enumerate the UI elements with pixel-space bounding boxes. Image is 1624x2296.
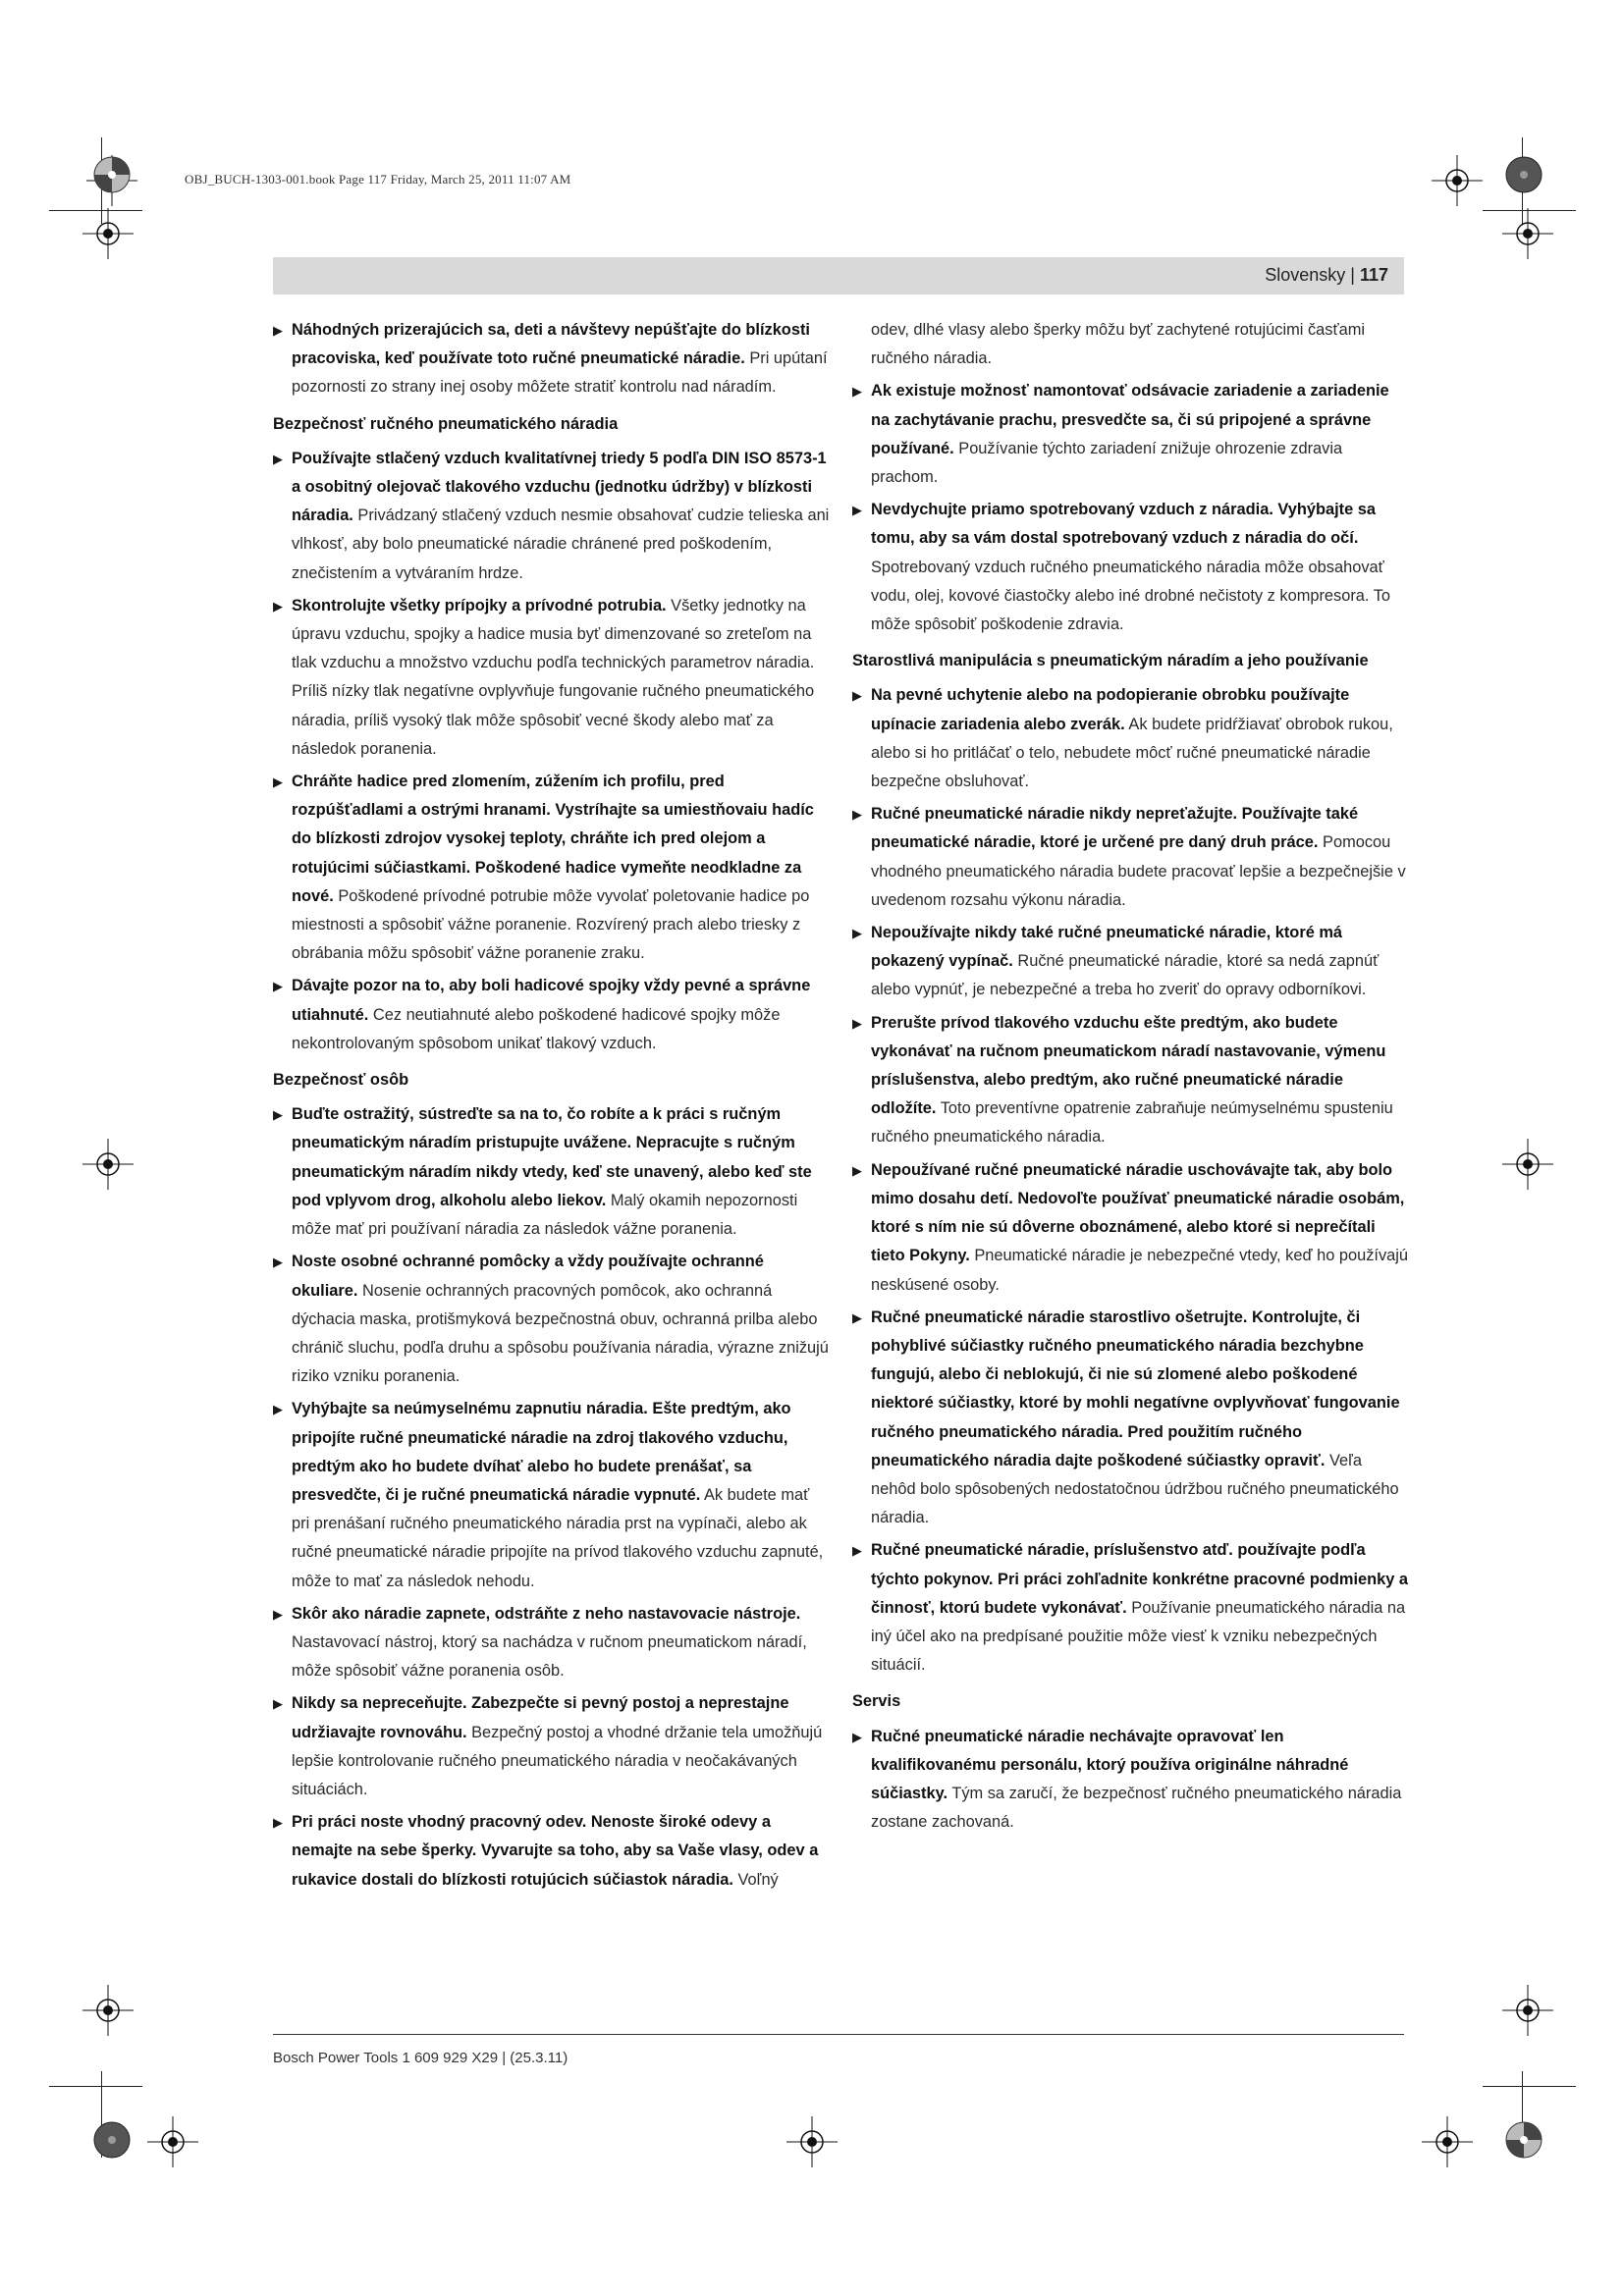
list-item: [273, 1689, 831, 1804]
bullet-arrow-icon: ▶: [273, 451, 283, 466]
footer-rule: [273, 2034, 1404, 2035]
list-item: [273, 445, 831, 588]
item-text: Používanie týchto zariadení znižuje ohrozenie zdravia prachom.: [871, 439, 1343, 487]
page-header-bar: [273, 257, 1404, 294]
registration-target-icon: [1422, 2116, 1473, 2167]
page-footer: Bosch Power Tools 1 609 929 X29 | (25.3.11): [273, 2050, 568, 2066]
list-item: [852, 919, 1410, 1005]
item-text: Cez neutiahnuté alebo poškodené hadicové spojky môže nekontrolovaným spôsobom unikať tlakový vzduch.: [292, 1005, 781, 1052]
item-text: Toto preventívne opatrenie zabraňuje neúmyselnému spusteniu ručného pneumatického náradia.: [871, 1099, 1393, 1147]
crop-line: [1483, 2086, 1576, 2087]
item-text: Používanie pneumatického náradia na iný účel ako na predpísané použitie môže viesť k vzniku nebezpečných situácií.: [871, 1598, 1406, 1675]
list-item: [273, 768, 831, 968]
item-text: Všetky jednotky na úpravu vzduchu, spojky a hadice musia byť dimenzované so zreteľom na tlak vzduchu a množstvo vzduchu podľa technických parametrov náradia. Príliš nízky tlak negatívne ovplyvňuje fungovanie ručného pneumatického náradia, príliš vysoký tlak môže spôsobiť vecné škody alebo mať za následok poranenia.: [292, 596, 815, 758]
item-text: Privádzaný stlačený vzduch nesmie obsahovať cudzie telieska ani vlhkosť, aby bolo pneumatické náradie chránené pred poškodením, znečistením a vytváraním hrdze.: [292, 507, 830, 582]
continued-paragraph: odev, dlhé vlasy alebo šperky môžu byť zachytené rotujúcimi časťami ručného náradia.: [871, 321, 1366, 368]
item-bold: Skontrolujte všetky prípojky a prívodné potrubia.: [292, 596, 667, 614]
item-text: Bezpečný postoj a vhodné držanie tela umožňujú lepšie kontrolovanie ručného pneumatického náradia v neočakávaných situáciách.: [292, 1723, 823, 1798]
bullet-arrow-icon: ▶: [273, 1815, 283, 1831]
list-item: [852, 1536, 1410, 1680]
list-item: [852, 1156, 1410, 1300]
item-text: Nastavovací nástroj, ktorý sa nachádza v ručnom pneumatickom náradí, môže spôsobiť vážne poranenia osôb.: [292, 1632, 807, 1681]
item-bold: Na pevné uchytenie alebo na podopieranie obrobku používajte upínacie zariadenia alebo zverák.: [871, 686, 1350, 733]
item-bold: Ručné pneumatické náradie starostlivo ošetrujte. Kontrolujte, či pohyblivé súčiastky ručného pneumatického náradia bezchybne fungujú, alebo či neblokujú, či nie sú zlomené alebo poškodené niektoré súčiastky, ktoré by mohli negatívne ovplyvňovať fungovanie ručného pneumatického náradia. Pred použitím ručného pneumatického náradia dajte poškodené súčiastky opraviť.: [871, 1308, 1400, 1469]
bullet-arrow-icon: ▶: [852, 503, 862, 518]
color-wheel-icon: [92, 155, 132, 194]
item-text: Veľa nehôd bolo spôsobených nedostatočnou údržbou ručného pneumatického náradia.: [871, 1451, 1399, 1527]
bullet-arrow-icon: ▶: [273, 1606, 283, 1622]
bullet-arrow-icon: ▶: [852, 1543, 862, 1559]
bullet-arrow-icon: ▶: [273, 979, 283, 994]
item-text: Pomocou vhodného pneumatického náradia budete pracovať lepšie a bezpečnejšie v uvedenom rozsahu výkonu náradia.: [871, 833, 1406, 909]
list-item: [273, 1395, 831, 1595]
item-bold: Ručné pneumatické náradie, príslušenstvo atď. používajte podľa týchto pokynov. Pri práci zohľadnite konkrétne pracovné podmienky a činnosť, ktorú budete vykonávať.: [871, 1541, 1409, 1617]
color-wheel-icon: [1504, 2120, 1543, 2160]
registration-target-icon: [82, 1985, 134, 2036]
item-text: Ak budete mať pri prenášaní ručného pneumatického náradia prst na vypínači, alebo ak ručné pneumatické náradie pripojíte na prívod tlakového vzduchu zapnuté, môže to mať za následok nehodu.: [292, 1485, 824, 1590]
bullet-arrow-icon: ▶: [852, 1015, 862, 1031]
list-item: [273, 972, 831, 1058]
bullet-arrow-icon: ▶: [273, 1255, 283, 1270]
registration-target-icon: [786, 2116, 838, 2167]
item-bold: Skôr ako náradie zapnete, odstráňte z neho nastavovacie nástroje.: [292, 1604, 801, 1623]
list-item: [852, 1304, 1410, 1533]
bullet-arrow-icon: ▶: [273, 774, 283, 790]
list-item: [273, 1248, 831, 1391]
section-heading: Servis: [852, 1692, 901, 1711]
item-bold: Prerušte prívod tlakového vzduchu ešte predtým, ako budete vykonávať na ručnom pneumatickom náradí nastavovanie, výmenu príslušenstva, alebo predtým, ako ručné pneumatické náradie odložíte.: [871, 1013, 1386, 1118]
item-bold: Chráňte hadice pred zlomením, zúžením ich profilu, pred rozpúšťadlami a ostrými hranami. Vystríhajte sa umiestňovaiu hadíc do blízkosti zdrojov vysokej teploty, chráňte ich pred olejom a rotujúcimi súčiastkami. Poškodené hadice vymeňte neodkladne za nové.: [292, 773, 814, 905]
item-text: Pneumatické náradie je nebezpečné vtedy, keď ho používajú neskúsené osoby.: [871, 1247, 1409, 1294]
item-bold: Náhodných prizerajúcich sa, deti a návštevy nepúšťajte do blízkosti pracoviska, keď používate toto ručné pneumatické náradie.: [292, 321, 810, 368]
item-bold: Buďte ostražitý, sústreďte sa na to, čo robíte a k práci s ručným pneumatickým náradím pristupujte uvážene. Nepracujte s ručným pneumatickým náradím nikdy vtedy, keď ste unavený, alebo keď ste pod vplyvom drog, alkoholu alebo liekov.: [292, 1105, 812, 1209]
list-item: [273, 592, 831, 764]
list-item: [852, 1009, 1410, 1152]
item-bold: Noste osobné ochranné pomôcky a vždy používajte ochranné okuliare.: [292, 1253, 764, 1300]
item-bold: Nikdy sa nepreceňujte. Zabezpečte si pevný postoj a neprestajne udržiavajte rovnováhu.: [292, 1694, 789, 1741]
bullet-arrow-icon: ▶: [852, 688, 862, 704]
list-item: [852, 1723, 1410, 1838]
bullet-arrow-icon: ▶: [852, 384, 862, 400]
registration-target-icon: [1502, 1985, 1553, 2036]
list-item: [852, 496, 1410, 639]
crop-line: [49, 2086, 142, 2087]
list-item: [852, 377, 1410, 492]
item-text: Tým sa zaručí, že bezpečnosť ručného pneumatického náradia zostane zachovaná.: [871, 1784, 1402, 1832]
item-bold: Používajte stlačený vzduch kvalitatívnej triedy 5 podľa DIN ISO 8573-1 a osobitný olejovač tlakového vzduchu (jednotku údržby) v blízkosti náradia.: [292, 449, 827, 525]
item-text: Voľný: [732, 1870, 779, 1889]
item-bold: Ručné pneumatické náradie nikdy nepreťažujte. Používajte také pneumatické náradie, ktoré je určené pre daný druh práce.: [871, 805, 1359, 852]
list-item: [273, 1600, 831, 1686]
item-text: Ručné pneumatické náradie, ktoré sa nedá zapnúť alebo vypnúť, je nebezpečné a treba ho zveriť do opravy odborníkovi.: [871, 952, 1380, 999]
page-number: 117: [1359, 265, 1388, 285]
list-item: [273, 1808, 831, 1895]
registration-target-icon: [1502, 1139, 1553, 1190]
color-wheel-icon: [1504, 155, 1543, 194]
list-item: [273, 316, 831, 402]
right-column: [852, 316, 1410, 1841]
bullet-arrow-icon: ▶: [852, 1162, 862, 1178]
language-label: Slovensky: [1265, 265, 1346, 285]
item-text: Nosenie ochranných pracovných pomôcok, ako ochranná dýchacia maska, protišmyková bezpečnostná obuv, ochranná prilba alebo chránič sluchu, podľa druhu a spôsobu používania náradia, výrazne znižujú riziko vzniku poranenia.: [292, 1281, 829, 1386]
item-bold: Vyhýbajte sa neúmyselnému zapnutiu náradia. Ešte predtým, ako pripojíte ručné pneumatické náradie na zdroj tlakového vzduchu, predtým ako ho budete dvíhať alebo ho budete prenášať, sa presvedčte, či je ručné pneumatická náradie vypnuté.: [292, 1400, 791, 1504]
item-text: Pri upútaní pozornosti zo strany inej osoby môžete stratiť kontrolu nad náradím.: [292, 349, 828, 397]
item-text: Ak budete pridŕžiavať obrobok rukou, alebo si ho pritláčať o telo, nebudete môcť ručné pneumatické náradie bezpečne obsluhovať.: [871, 715, 1393, 791]
section-heading: Starostlivá manipulácia s pneumatickým náradím a jeho používanie: [852, 652, 1369, 670]
page-title: [1265, 265, 1388, 286]
item-bold: Ručné pneumatické náradie nechávajte opravovať len kvalifikovanému personálu, ktorý používa originálne náhradné súčiastky.: [871, 1727, 1349, 1802]
item-bold: Ak existuje možnosť namontovať odsávacie zariadenie a zariadenie na zachytávanie prachu, presvedčte sa, či sú pripojené a správne používané.: [871, 382, 1389, 457]
list-item: [852, 800, 1410, 915]
bullet-arrow-icon: ▶: [852, 807, 862, 823]
bullet-arrow-icon: ▶: [273, 1402, 283, 1417]
bullet-arrow-icon: ▶: [273, 598, 283, 614]
registration-target-icon: [1432, 155, 1483, 206]
bullet-arrow-icon: ▶: [852, 1729, 862, 1744]
header-separator: |: [1350, 265, 1355, 285]
section-heading: Bezpečnosť osôb: [273, 1071, 409, 1090]
registration-target-icon: [82, 1139, 134, 1190]
registration-target-icon: [147, 2116, 198, 2167]
item-text: Poškodené prívodné potrubie môže vyvolať poletovanie hadice po miestnosti a spôsobiť vážne poranenie. Rozvírený prach alebo triesky z obrábania môžu spôsobiť vážne poranenie zraku.: [292, 886, 810, 963]
item-bold: Dávajte pozor na to, aby boli hadicové spojky vždy pevné a správne utiahnuté.: [292, 977, 811, 1024]
section-heading: Bezpečnosť ručného pneumatického náradia: [273, 414, 619, 433]
bullet-arrow-icon: ▶: [852, 1309, 862, 1325]
bullet-arrow-icon: ▶: [273, 323, 283, 338]
registration-target-icon: [82, 208, 134, 259]
item-text: Spotrebovaný vzduch ručného pneumatického náradia môže obsahovať vodu, olej, kovové čiastočky alebo iné drobné nečistoty z kompresora. To môže spôsobiť poškodenie zdravia.: [871, 558, 1391, 634]
item-bold: Nepoužívané ručné pneumatické náradie uschovávajte tak, aby bolo mimo dosahu detí. Nedovoľte používať pneumatické náradie osobám, ktoré s ním nie sú dôverne oboznámené, alebo ktoré si neprečítali tieto Pokyny.: [871, 1160, 1405, 1265]
registration-target-icon: [1502, 208, 1553, 259]
bullet-arrow-icon: ▶: [273, 1696, 283, 1712]
left-column: [273, 316, 831, 1898]
list-item: [273, 1100, 831, 1244]
color-wheel-icon: [92, 2120, 132, 2160]
item-text: Malý okamih nepozornosti môže mať pri používaní náradia za následok vážne poranenia.: [292, 1191, 798, 1239]
list-item: [852, 681, 1410, 796]
item-bold: Nevdychujte priamo spotrebovaný vzduch z náradia. Vyhýbajte sa tomu, aby sa vám dostal spotrebovaný vzduch z náradia do očí.: [871, 501, 1377, 548]
bullet-arrow-icon: ▶: [852, 926, 862, 941]
item-bold: Pri práci noste vhodný pracovný odev. Nenoste široké odevy a nemajte na sebe šperky. Vyvarujte sa toho, aby sa Vaše vlasy, odev a rukavice dostali do blízkosti rotujúcich súčiastok náradia.: [292, 1813, 819, 1889]
bullet-arrow-icon: ▶: [273, 1107, 283, 1123]
print-slug: OBJ_BUCH-1303-001.book Page 117 Friday, March 25, 2011 11:07 AM: [185, 172, 571, 187]
item-bold: Nepoužívajte nikdy také ručné pneumatické náradie, ktoré má pokazený vypínač.: [871, 924, 1343, 971]
